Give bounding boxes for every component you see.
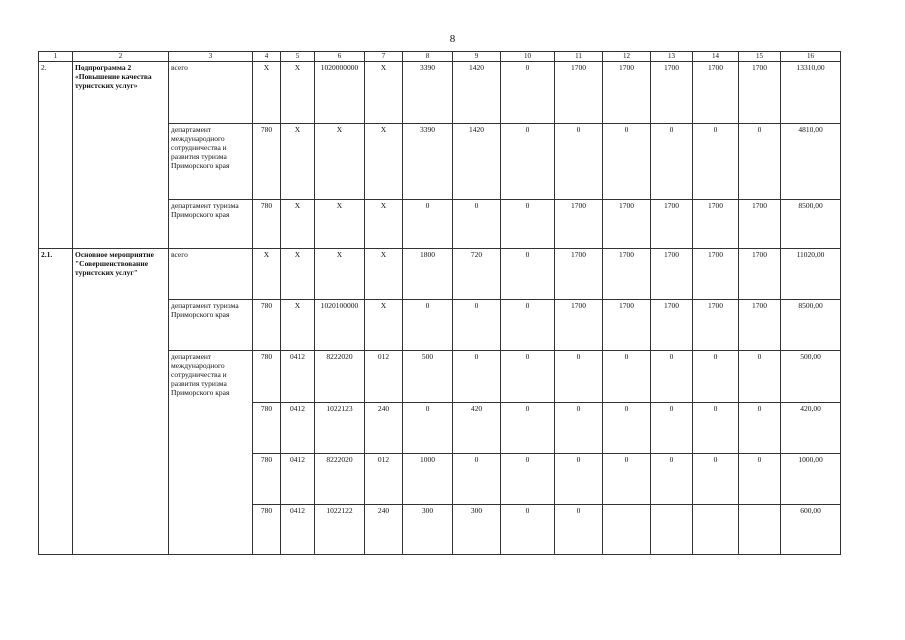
value-cell: 1700 [693,62,739,124]
value-cell: 0 [555,505,603,555]
header-row [39,52,841,62]
value-cell: 500 [403,351,453,403]
value-cell: 012 [365,454,403,505]
value-cell: 0 [693,403,739,454]
executor-cell: всего [169,62,253,124]
value-cell: 1700 [603,249,651,300]
value-cell: 0 [603,124,651,200]
value-cell: 8222020 [315,454,365,505]
value-cell: 0 [501,505,555,555]
section-number: 2.1. [39,249,73,555]
value-cell: 1700 [555,200,603,249]
total-cell: 420,00 [781,403,841,454]
value-cell: 0 [651,351,693,403]
executor-cell: департамент международного сотрудничества и развития туризма Приморского края [169,124,253,200]
page-number: 8 [449,33,456,45]
value-cell: 0 [603,351,651,403]
value-cell: X [365,300,403,351]
value-cell: 0 [693,454,739,505]
value-cell: 1700 [603,300,651,351]
value-cell: 1000 [403,454,453,505]
value-cell: 1700 [739,300,781,351]
value-cell: 0 [501,200,555,249]
value-cell: 300 [453,505,501,555]
header-cell: 11 [555,52,603,62]
value-cell: 0 [501,124,555,200]
value-cell: 1020100000 [315,300,365,351]
value-cell: 1700 [693,300,739,351]
value-cell: 0412 [281,454,315,505]
header-cell: 12 [603,52,651,62]
header-cell: 5 [281,52,315,62]
value-cell: 0 [501,62,555,124]
value-cell: 1420 [453,62,501,124]
value-cell: X [281,200,315,249]
header-cell: 6 [315,52,365,62]
value-cell: 1700 [651,200,693,249]
value-cell: 780 [253,124,281,200]
value-cell: 0 [739,403,781,454]
value-cell: 0 [403,403,453,454]
value-cell: 1800 [403,249,453,300]
value-cell: 0 [453,200,501,249]
executor-cell: всего [169,249,253,300]
value-cell: 1700 [693,200,739,249]
value-cell: 0 [603,454,651,505]
total-cell: 500,00 [781,351,841,403]
value-cell: 1022122 [315,505,365,555]
value-cell: X [315,249,365,300]
header-cell: 8 [403,52,453,62]
value-cell: 0 [501,249,555,300]
header-cell: 9 [453,52,501,62]
value-cell: 0 [453,300,501,351]
value-cell: X [253,62,281,124]
value-cell: 0 [555,351,603,403]
header-cell: 16 [781,52,841,62]
header-cell: 15 [739,52,781,62]
executor-cell: департамент туризма Приморского края [169,200,253,249]
total-cell: 1000,00 [781,454,841,505]
value-cell: 1700 [555,300,603,351]
value-cell: 0 [453,351,501,403]
value-cell [739,505,781,555]
value-cell: 1700 [603,200,651,249]
value-cell: 300 [403,505,453,555]
header-cell: 13 [651,52,693,62]
value-cell: 1700 [555,249,603,300]
value-cell: 1700 [555,62,603,124]
value-cell: 0 [693,124,739,200]
value-cell: 0 [603,403,651,454]
value-cell: X [281,300,315,351]
value-cell: 1700 [651,249,693,300]
executor-cell: департамент международного сотрудничества и развития туризма Приморского края [169,351,253,555]
value-cell: 720 [453,249,501,300]
value-cell: 780 [253,300,281,351]
value-cell: 780 [253,200,281,249]
value-cell: 0 [651,403,693,454]
value-cell: 3390 [403,124,453,200]
value-cell: 0 [453,454,501,505]
budget-table [38,51,841,555]
executor-cell: департамент туризма Приморского края [169,300,253,351]
value-cell: 0 [501,300,555,351]
value-cell: 0 [501,351,555,403]
value-cell: 0 [555,124,603,200]
total-cell: 11020,00 [781,249,841,300]
value-cell: 0 [651,454,693,505]
value-cell: 0 [739,454,781,505]
value-cell: X [315,124,365,200]
value-cell: 240 [365,505,403,555]
value-cell: 1700 [739,62,781,124]
value-cell: 780 [253,505,281,555]
value-cell: X [365,124,403,200]
header-cell: 1 [39,52,73,62]
value-cell: 1700 [603,62,651,124]
total-cell: 8500,00 [781,200,841,249]
value-cell: 8222020 [315,351,365,403]
value-cell: 0 [555,454,603,505]
value-cell [651,505,693,555]
value-cell: 0 [501,454,555,505]
value-cell: X [365,249,403,300]
value-cell: 1700 [651,300,693,351]
header-cell: 7 [365,52,403,62]
value-cell: 420 [453,403,501,454]
value-cell: 1700 [739,200,781,249]
value-cell: 0 [739,351,781,403]
header-cell: 14 [693,52,739,62]
value-cell: X [365,62,403,124]
value-cell: 0 [403,200,453,249]
value-cell: 0 [651,124,693,200]
value-cell: 012 [365,351,403,403]
header-cell: 10 [501,52,555,62]
value-cell: 1420 [453,124,501,200]
section-name: Основное мероприятие "Совершенствование туристских услуг" [73,249,169,555]
value-cell: 780 [253,403,281,454]
value-cell: X [281,62,315,124]
section-number: 2. [39,62,73,249]
header-cell: 2 [73,52,169,62]
value-cell: 240 [365,403,403,454]
value-cell: 0 [693,351,739,403]
value-cell: 0 [403,300,453,351]
header-cell: 4 [253,52,281,62]
value-cell: X [281,124,315,200]
value-cell: 780 [253,454,281,505]
value-cell: 1700 [651,62,693,124]
value-cell [693,505,739,555]
header-cell: 3 [169,52,253,62]
value-cell: X [365,200,403,249]
total-cell: 4810,00 [781,124,841,200]
value-cell: 780 [253,351,281,403]
value-cell: 0412 [281,505,315,555]
total-cell: 600,00 [781,505,841,555]
table-row [39,249,841,300]
value-cell: 0412 [281,403,315,454]
value-cell: 0 [501,403,555,454]
total-cell: 13310,00 [781,62,841,124]
section-name: Подпрограмма 2 «Повышение качества туристских услуг» [73,62,169,249]
value-cell: 0 [555,403,603,454]
value-cell: 3390 [403,62,453,124]
value-cell: 1020000000 [315,62,365,124]
total-cell: 8500,00 [781,300,841,351]
table-row [39,62,841,124]
value-cell: 1700 [693,249,739,300]
value-cell: X [315,200,365,249]
value-cell: X [281,249,315,300]
value-cell: 1022123 [315,403,365,454]
value-cell: 0412 [281,351,315,403]
value-cell: X [253,249,281,300]
value-cell [603,505,651,555]
value-cell: 1700 [739,249,781,300]
value-cell: 0 [739,124,781,200]
